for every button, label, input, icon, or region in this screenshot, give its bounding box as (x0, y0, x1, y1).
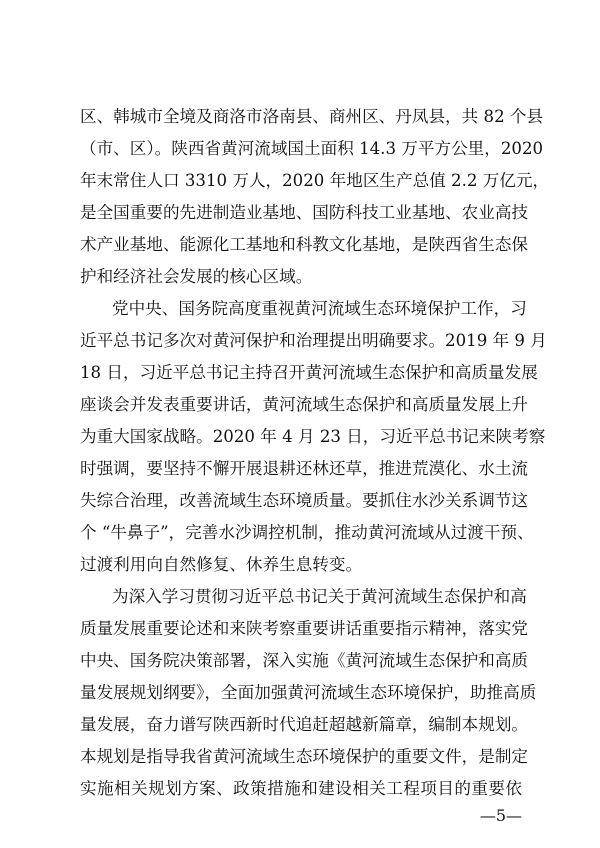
page-number: —5— (479, 806, 522, 825)
text-line: 量发展，奋力谱写陕西新时代追赶超越新篇章，编制本规划。 (80, 715, 529, 734)
text-line: 是全国重要的先进制造业基地、国防科技工业基地、农业高技 (80, 203, 529, 222)
text-line: 近平总书记多次对黄河保护和治理提出明确要求。2019 年 9 月 (80, 331, 547, 350)
text-line: 量发展规划纲要》，全面加强黄河流域生态环境保护，助推高质 (80, 683, 537, 702)
text-line: 为重大国家战略。2020 年 4 月 23 日，习近平总书记来陕考察 (80, 427, 546, 446)
text-line: 失综合治理，改善流域生态环境质量。要抓住水沙关系调节这 (80, 491, 529, 510)
text-line: 中央、国务院决策部署，深入实施《黄河流域生态保护和高质 (80, 651, 529, 670)
text-line: 护和经济社会发展的核心区域。 (80, 267, 313, 286)
paragraph-first-line: 党中央、国务院高度重视黄河流域生态环境保护工作，习 (112, 299, 527, 318)
text-line: 术产业基地、能源化工基地和科教文化基地，是陕西省生态保 (80, 235, 529, 254)
text-line: 过渡利用向自然修复、休养生息转变。 (80, 555, 363, 574)
text-line: 质量发展重要论述和来陕考察重要讲话重要指示精神，落实党 (80, 619, 529, 638)
text-line: 实施相关规划方案、政策措施和建设相关工程项目的重要依 (80, 779, 522, 798)
text-line: 年末常住人口 3310 万人，2020 年地区生产总值 2.2 万亿元， (80, 171, 550, 190)
text-line: 个 “牛鼻子”，完善水沙调控机制，推动黄河流域从过渡干预、 (80, 523, 534, 542)
text-line: 区、韩城市全境及商洛市洛南县、商州区、丹凤县，共 82 个县 (80, 107, 544, 126)
text-line: 座谈会并发表重要讲话，黄河流域生态保护和高质量发展上升 (80, 395, 529, 414)
text-line: 本规划是指导我省黄河流域生态环境保护的重要文件，是制定 (80, 747, 529, 766)
text-line: 18 日，习近平总书记主持召开黄河流域生态保护和高质量发展 (80, 363, 538, 382)
text-line: （市、区）。陕西省黄河流域国土面积 14.3 万平方公里，2020 (80, 139, 544, 158)
paragraph-first-line: 为深入学习贯彻习近平总书记关于黄河流域生态保护和高 (112, 587, 527, 606)
text-line: 时强调，要坚持不懈开展退耕还林还草，推进荒漠化、水土流 (80, 459, 529, 478)
